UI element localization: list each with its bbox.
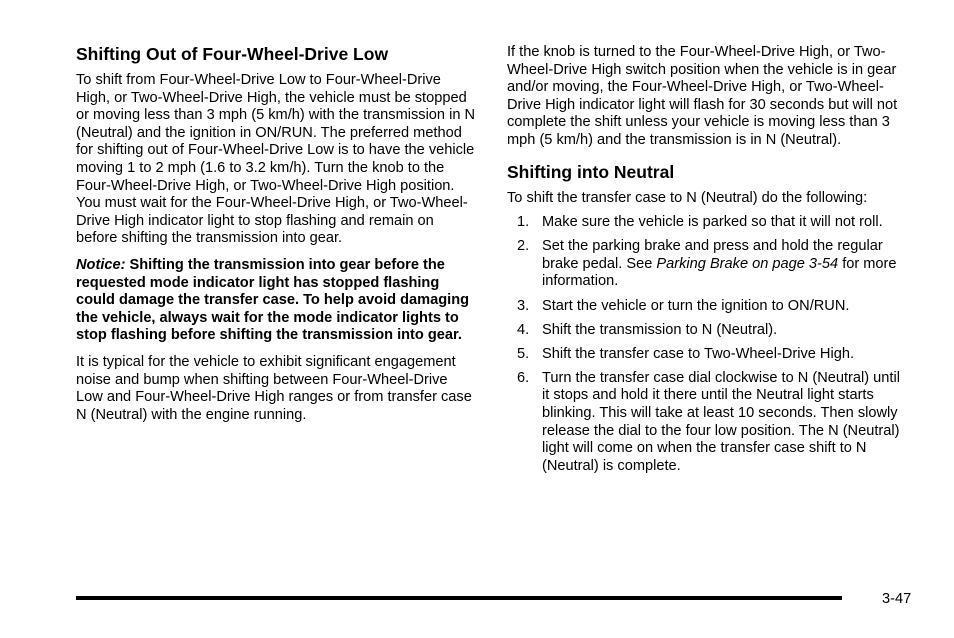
step-text: Shift the transfer case to Two-Wheel-Drive High.: [542, 345, 854, 362]
right-column: [507, 44, 907, 482]
body-paragraph: To shift from Four-Wheel-Drive Low to Four-Wheel-Drive High, or Two-Wheel-Drive High, the vehicle must be stopped or moving less than 3 mph (5 km/h) with the transmission in N (Neutral) and the ignition in ON/RUN. The preferred method for shifting out of Four-Wheel-Drive Low is to have the vehicle moving 1 to 2 mph (1.6 to 3.2 km/h). Turn the knob to the Four-Wheel-Drive High, or Two-Wheel-Drive High position. You must wait for the Four-Wheel-Drive High, or Two-Wheel-Drive High indicator light to stop flashing and remain on before shifting the transmission into gear.: [76, 72, 476, 247]
left-column: [76, 44, 476, 424]
section-heading-4wd-low: Shifting Out of Four-Wheel-Drive Low: [76, 44, 389, 64]
list-item: [507, 322, 907, 340]
footer-rule: [76, 596, 842, 600]
list-item: [507, 298, 907, 316]
body-paragraph: If the knob is turned to the Four-Wheel-Drive High, or Two-Wheel-Drive High switch position when the vehicle is in gear and/or moving, the Four-Wheel-Drive High, or Two-Wheel-Drive High indicator light will flash for 30 seconds but will not complete the shift unless your vehicle is moving less than 3 mph (5 km/h) and the transmission is in N (Neutral).: [507, 44, 898, 148]
step-number: 6.: [517, 369, 530, 386]
step-text: Start the vehicle or turn the ignition to ON/RUN.: [542, 297, 850, 314]
notice-label: Notice:: [76, 256, 126, 273]
step-text: Set the parking brake and press and hold the regular brake pedal. See: [542, 238, 883, 272]
step-number: 3.: [517, 297, 530, 314]
step-number: 1.: [517, 214, 530, 231]
step-text: Shift the transmission to N (Neutral).: [542, 321, 778, 338]
list-item: [507, 346, 907, 364]
step-text: Turn the transfer case dial clockwise to N (Neutral) until it stops and hold it there until the Neutral light starts blinking. This will take at least 10 seconds. Then slowly release the dial to the four low position. The N (Neutral) light will come on when the transfer case shift to N (Neutral) is complete.: [542, 369, 900, 474]
step-text: for more information.: [542, 255, 897, 290]
step-text: Make sure the vehicle is parked so that it will not roll.: [542, 214, 883, 231]
list-item: [507, 370, 907, 476]
steps-list: [507, 214, 907, 475]
step-number: 5.: [517, 345, 530, 362]
step-number: 4.: [517, 321, 530, 338]
body-paragraph: It is typical for the vehicle to exhibit significant engagement noise and bump when shifting between Four-Wheel-Drive Low and Four-Wheel-Drive High ranges or from transfer case N (Neutral) with the engine running.: [76, 353, 472, 423]
list-item: [507, 214, 907, 232]
steps-intro: To shift the transfer case to N (Neutral) do the following:: [507, 189, 868, 206]
page-number: 3-47: [882, 591, 912, 607]
step-number: 2.: [517, 238, 530, 255]
section-heading-neutral: Shifting into Neutral: [507, 161, 675, 182]
notice-text: Shifting the transmission into gear before the requested mode indicator light has stopped flashing could damage the transfer case. To help avoid damaging the vehicle, always wait for the mode indicator lights to stop flashing before shifting the transmission into gear.: [76, 256, 470, 344]
notice-paragraph: [76, 257, 476, 345]
cross-reference-link[interactable]: Parking Brake on page 3-54: [656, 255, 839, 272]
list-item: [507, 238, 907, 291]
